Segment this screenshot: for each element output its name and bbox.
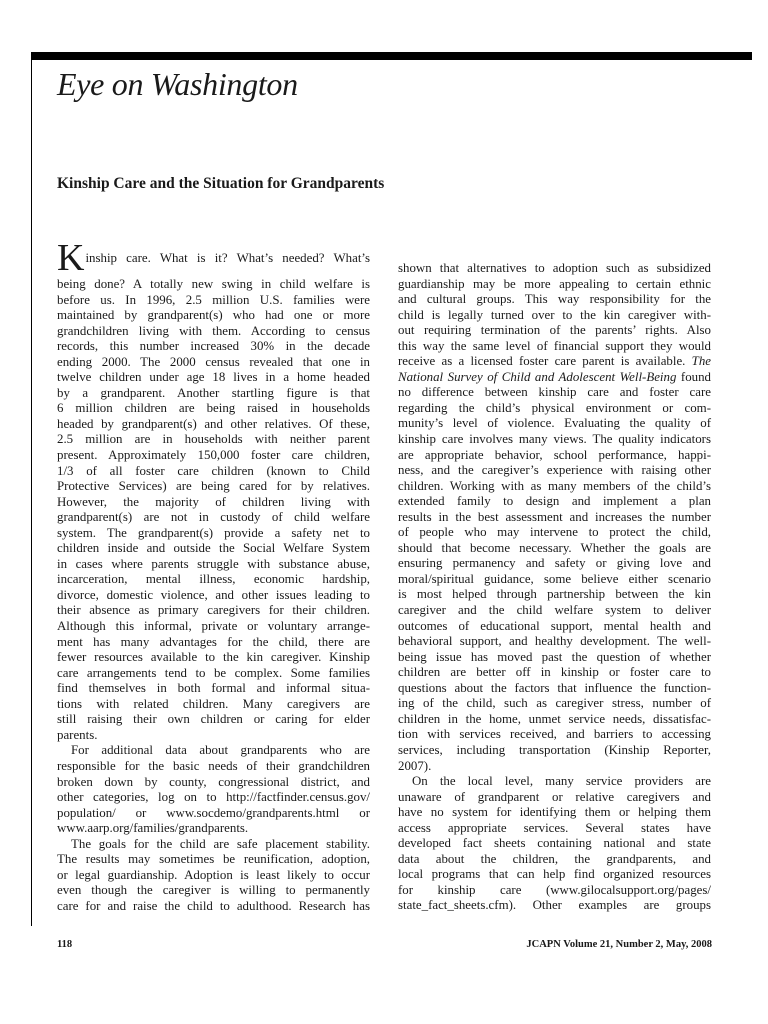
- section-title: Eye on Washington: [57, 66, 298, 102]
- line-text: even though the caregiver is willing to permanently: [57, 883, 370, 898]
- line-text: munity’s level of violence. Evaluating the quality of: [398, 416, 711, 431]
- text-line: [398, 572, 711, 588]
- line-text: outcomes of educational support, mental health and: [398, 618, 711, 633]
- body-column-right: [398, 261, 711, 914]
- line-text: headed by grandparent(s) and other relatives. Of these,: [57, 416, 370, 431]
- text-line: [57, 852, 370, 868]
- text-line: [398, 665, 711, 681]
- line-text: caregiver and the child welfare system to deliver: [398, 603, 711, 618]
- text-line: [57, 239, 370, 277]
- line-text: children are better off in kinship or foster care to: [398, 665, 711, 680]
- text-line: [398, 898, 711, 914]
- line-text: incarceration, mental illness, economic hardship,: [57, 572, 370, 587]
- line-text: guardianship may be more appealing to certain ethnic: [398, 276, 711, 291]
- text-line: [398, 525, 711, 541]
- text-line: [57, 541, 370, 557]
- line-text: Protective Services) are being cared for by relatives.: [57, 479, 370, 494]
- line-text: access appropriate services. Several states have: [398, 820, 711, 835]
- text-line: [398, 463, 711, 479]
- line-text: found: [676, 369, 711, 384]
- text-line: [57, 821, 370, 837]
- text-line: [398, 494, 711, 510]
- line-text: being done? A totally new swing in child welfare is: [57, 277, 370, 291]
- text-line: [398, 385, 711, 401]
- line-text: of people who may intervene to protect the child,: [398, 525, 711, 540]
- header-rule: [31, 52, 752, 60]
- line-text: or legal guardianship. Adoption is least likely to occur: [57, 867, 370, 882]
- line-text: moral/spiritual guidance, some believe either scenario: [398, 571, 711, 586]
- line-text: care for and raise the child to adulthood. Research has: [57, 898, 370, 913]
- line-text: other categories, log on to http://factfinder.census.gov/: [57, 790, 370, 805]
- article-title: Kinship Care and the Situation for Grandparents: [57, 175, 385, 192]
- line-text: extended family to design and implement a plan: [398, 494, 711, 509]
- line-text: On the local level, many service providers are: [412, 774, 711, 789]
- line-text: care arrangements tend to be complex. Some families: [57, 665, 370, 680]
- line-text: ment has many advantages for the child, there are: [57, 634, 370, 649]
- text-line: [398, 308, 711, 324]
- text-line: [57, 790, 370, 806]
- text-line: [57, 339, 370, 355]
- line-text: For additional data about grandparents who are: [71, 743, 370, 758]
- text-line: [398, 603, 711, 619]
- line-text: services, including transportation (Kinship Reporter,: [398, 742, 711, 757]
- text-line: [57, 666, 370, 682]
- text-line: [398, 836, 711, 852]
- text-line: [398, 556, 711, 572]
- line-text: ending 2000. The 2000 census revealed that one in: [57, 354, 370, 369]
- text-line: [57, 293, 370, 309]
- line-text: However, the majority of children living with: [57, 494, 370, 509]
- italic-title: The: [691, 354, 711, 369]
- margin-rule: [31, 60, 32, 926]
- text-line: [398, 634, 711, 650]
- line-text: www.aarp.org/families/grandparents.: [57, 821, 249, 836]
- line-text: Although this informal, private or voluntary arrange-: [57, 619, 370, 634]
- text-line: [57, 728, 370, 744]
- line-text: child is legally turned over to the kin caregiver with-: [398, 307, 711, 322]
- text-line: [57, 308, 370, 324]
- text-line: [57, 495, 370, 511]
- text-line: [57, 899, 370, 915]
- line-text: ness, and the caregiver’s experience with raising other: [398, 463, 711, 478]
- line-text: have no system for identifying them or helping them: [398, 805, 711, 820]
- text-line: [57, 526, 370, 542]
- line-text: before us. In 1996, 2.5 million U.S. families were: [57, 292, 370, 307]
- text-line: [57, 277, 370, 293]
- text-line: [57, 479, 370, 495]
- text-line: [57, 759, 370, 775]
- text-line: [57, 588, 370, 604]
- text-line: [57, 572, 370, 588]
- line-text: shown that alternatives to adoption such as subsidized: [398, 261, 711, 275]
- text-line: [398, 370, 711, 386]
- line-text: inship care. What is it? What’s needed? What’s: [85, 251, 370, 265]
- text-line: [57, 635, 370, 651]
- line-text: records, this number increased 30% in the decade: [57, 339, 370, 354]
- text-line: [57, 370, 370, 386]
- line-text: data about the children, the grandparents, and: [398, 851, 711, 866]
- line-text: maintained by grandparent(s) who had one or more: [57, 308, 370, 323]
- text-line: [57, 883, 370, 899]
- line-text: being issue has moved past the question of whether: [398, 649, 711, 664]
- line-text: receive as a licensed foster care parent is available.: [398, 354, 692, 369]
- text-line: [398, 712, 711, 728]
- text-line: [398, 867, 711, 883]
- text-line: [57, 743, 370, 759]
- text-line: [57, 712, 370, 728]
- text-line: [57, 619, 370, 635]
- text-line: [57, 355, 370, 371]
- line-text: responsible for the basic needs of their grandchildren: [57, 758, 370, 773]
- line-text: tion with services received, and barriers to accessing: [398, 727, 711, 742]
- text-line: [57, 806, 370, 822]
- line-text: still raising their own children or caring for elder: [57, 712, 370, 727]
- line-text: is most helped through partnership between the kin: [398, 587, 711, 602]
- text-line: [57, 650, 370, 666]
- drop-cap: K: [57, 237, 85, 279]
- text-line: [398, 354, 711, 370]
- text-line: [398, 323, 711, 339]
- text-line: [398, 432, 711, 448]
- line-text: kinship care involves many views. The quality indicators: [398, 432, 711, 447]
- text-line: [398, 587, 711, 603]
- text-line: [398, 292, 711, 308]
- line-text: behavioral support, and healthy development. The well-: [398, 634, 711, 649]
- text-line: [57, 837, 370, 853]
- text-line: [398, 416, 711, 432]
- line-text: The goals for the child are safe placement stability.: [71, 836, 370, 851]
- line-text: should that become necessary. Whether the goals are: [398, 540, 711, 555]
- line-text: broken down by county, congressional district, and: [57, 774, 370, 789]
- text-line: [398, 277, 711, 293]
- text-line: [57, 417, 370, 433]
- line-text: find themselves in both formal and informal situa-: [57, 681, 370, 696]
- page-number: 118: [57, 939, 73, 950]
- line-text: 2007).: [398, 758, 432, 773]
- line-text: children in the home, unmet service needs, dissatisfac-: [398, 711, 711, 726]
- line-text: population/ or www.socdemo/grandparents.html or: [57, 805, 370, 820]
- text-line: [57, 557, 370, 573]
- text-line: [57, 603, 370, 619]
- text-line: [398, 541, 711, 557]
- line-text: state_fact_sheets.cfm). Other examples are groups: [398, 898, 711, 913]
- text-line: [57, 448, 370, 464]
- line-text: are appropriate behavior, school performance, happi-: [398, 447, 711, 462]
- line-text: and cultural groups. This way responsibility for the: [398, 292, 711, 307]
- text-line: [398, 805, 711, 821]
- line-text: no difference between kinship care and foster care: [398, 385, 711, 400]
- text-line: [398, 650, 711, 666]
- line-text: results in the best assessment and increases the number: [398, 509, 711, 524]
- line-text: their absence as primary caregivers for their children.: [57, 603, 370, 618]
- line-text: developed fact sheets containing national and state: [398, 836, 711, 851]
- text-line: [57, 681, 370, 697]
- line-text: ing of the child, such as caregiver stress, number of: [398, 696, 711, 711]
- text-line: [398, 479, 711, 495]
- text-line: [398, 261, 711, 277]
- text-line: [57, 386, 370, 402]
- text-line: [57, 775, 370, 791]
- text-line: [398, 401, 711, 417]
- line-text: divorce, domestic violence, and other issues leading to: [57, 587, 370, 602]
- line-text: 1/3 of all foster care children (known to Child: [57, 463, 370, 478]
- text-line: [398, 339, 711, 355]
- line-text: children inside and outside the Social Welfare System: [57, 541, 370, 556]
- line-text: grandparent(s) are not in custody of child welfare: [57, 510, 370, 525]
- line-text: children. Working with as many members of the child’s: [398, 478, 711, 493]
- text-line: [57, 510, 370, 526]
- text-line: [398, 774, 711, 790]
- line-text: unaware of grandparent or relative caregivers and: [398, 789, 711, 804]
- line-text: The results may sometimes be reunification, adoption,: [57, 852, 370, 867]
- line-text: present. Approximately 150,000 foster care children,: [57, 448, 370, 463]
- line-text: 6 million children are being raised in households: [57, 401, 370, 416]
- line-text: regarding the child’s physical environment or com-: [398, 400, 711, 415]
- line-text: twelve children under age 18 lives in a home headed: [57, 370, 370, 385]
- journal-citation: JCAPN Volume 21, Number 2, May, 2008: [526, 939, 712, 950]
- line-text: parents.: [57, 727, 98, 742]
- line-text: for kinship care (www.gilocalsupport.org/pages/: [398, 882, 711, 897]
- text-line: [398, 727, 711, 743]
- text-line: [57, 324, 370, 340]
- line-text: fewer resources available to the kin caregiver. Kinship: [57, 650, 370, 665]
- text-line: [398, 821, 711, 837]
- text-line: [398, 448, 711, 464]
- text-line: [398, 883, 711, 899]
- line-text: this way the same level of financial support they would: [398, 338, 711, 353]
- italic-title: National Survey of Child and Adolescent Well-Being: [398, 369, 677, 384]
- text-line: [57, 697, 370, 713]
- line-text: out requiring termination of the parents’ rights. Also: [398, 323, 711, 338]
- text-line: [398, 852, 711, 868]
- text-line: [57, 868, 370, 884]
- line-text: questions about the factors that influence the function-: [398, 680, 711, 695]
- text-line: [398, 743, 711, 759]
- text-line: [57, 464, 370, 480]
- line-text: grandchildren living with them. According to census: [57, 323, 370, 338]
- body-column-left: [57, 239, 370, 914]
- line-text: local programs that can help find organized resources: [398, 867, 711, 882]
- line-text: ensuring permanency and safety or giving love and: [398, 556, 711, 571]
- text-line: [398, 696, 711, 712]
- text-line: [398, 790, 711, 806]
- line-text: in cases where parents struggle with substance abuse,: [57, 556, 370, 571]
- line-text: 2.5 million are in households with neither parent: [57, 432, 370, 447]
- text-line: [398, 619, 711, 635]
- line-text: system. The grandparent(s) provide a safety net to: [57, 525, 370, 540]
- text-line: [57, 432, 370, 448]
- text-line: [57, 401, 370, 417]
- text-line: [398, 510, 711, 526]
- text-line: [398, 759, 711, 775]
- line-text: by a grandparent. Another startling figure is that: [57, 385, 370, 400]
- line-text: tions with related children. Many caregivers are: [57, 696, 370, 711]
- text-line: [398, 681, 711, 697]
